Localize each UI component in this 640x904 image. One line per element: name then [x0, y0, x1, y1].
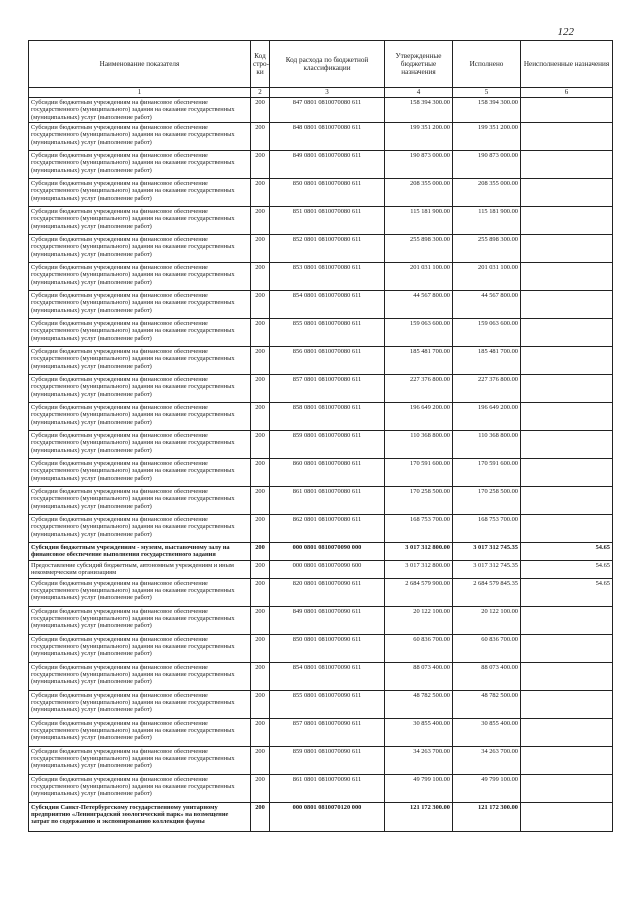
approved-amount-cell: 199 351 200.00 [385, 123, 453, 151]
classification-code-cell: 857 0801 0810070080 611 [270, 375, 385, 403]
indicator-name-cell: Предоставление субсидий бюджетным, автономным учреждениям и иным некоммерческим организациям [29, 560, 251, 578]
line-code-cell: 200 [251, 347, 270, 375]
indicator-name-cell: Субсидии бюджетным учреждениям на финансовое обеспечение государственного (муниципального) задания на оказание государственных (муниципальных) услуг (выполнение работ) [29, 746, 251, 774]
unexecuted-amount-cell [521, 319, 613, 347]
table-row [29, 543, 613, 561]
unexecuted-amount-cell [521, 375, 613, 403]
header-budget-classification-code: Код расхода по бюджетной классификации [270, 41, 385, 88]
indicator-name-cell: Субсидии бюджетным учреждениям на финансовое обеспечение государственного (муниципального) задания на оказание государственных (муниципальных) услуг (выполнение работ) [29, 291, 251, 319]
indicator-name-cell: Субсидии бюджетным учреждениям на финансовое обеспечение государственного (муниципального) задания на оказание государственных (муниципальных) услуг (выполнение работ) [29, 207, 251, 235]
classification-code-cell: 859 0801 0810070090 611 [270, 746, 385, 774]
classification-code-cell: 853 0801 0810070080 611 [270, 263, 385, 291]
executed-amount-cell: 199 351 200.00 [453, 123, 521, 151]
classification-code-cell: 861 0801 0810070090 611 [270, 774, 385, 802]
unexecuted-amount-cell [521, 515, 613, 543]
executed-amount-cell: 115 181 900.00 [453, 207, 521, 235]
executed-amount-cell: 170 591 600.00 [453, 459, 521, 487]
classification-code-cell: 858 0801 0810070080 611 [270, 403, 385, 431]
indicator-name-cell: Субсидии бюджетным учреждениям на финансовое обеспечение государственного (муниципального) задания на оказание государственных (муниципальных) услуг (выполнение работ) [29, 662, 251, 690]
unexecuted-amount-cell [521, 123, 613, 151]
table-header-row [29, 41, 613, 88]
unexecuted-amount-cell [521, 606, 613, 634]
table-row [29, 746, 613, 774]
table-row [29, 459, 613, 487]
indicator-name-cell: Субсидии бюджетным учреждениям на финансовое обеспечение государственного (муниципального) задания на оказание государственных (муниципальных) услуг (выполнение работ) [29, 403, 251, 431]
line-code-cell: 200 [251, 802, 270, 831]
unexecuted-amount-cell [521, 263, 613, 291]
unexecuted-amount-cell [521, 403, 613, 431]
classification-code-cell: 852 0801 0810070080 611 [270, 235, 385, 263]
line-code-cell: 200 [251, 543, 270, 561]
indicator-name-cell: Субсидии бюджетным учреждениям на финансовое обеспечение государственного (муниципального) задания на оказание государственных (муниципальных) услуг (выполнение работ) [29, 459, 251, 487]
indicator-name-cell: Субсидии бюджетным учреждениям - музеям, выставочному залу на финансовое обеспечение выполнения государственного задания [29, 543, 251, 561]
classification-code-cell: 849 0801 0810070080 611 [270, 151, 385, 179]
indicator-name-cell: Субсидии Санкт-Петербургскому государственному унитарному предприятию «Ленинградский зоологический парк» на возмещение затрат по содержанию и экспонированию коллекции фауны [29, 802, 251, 831]
executed-amount-cell: 170 258 500.00 [453, 487, 521, 515]
indicator-name-cell: Субсидии бюджетным учреждениям на финансовое обеспечение государственного (муниципального) задания на оказание государственных (муниципальных) услуг (выполнение работ) [29, 634, 251, 662]
approved-amount-cell: 227 376 800.00 [385, 375, 453, 403]
unexecuted-amount-cell [521, 718, 613, 746]
executed-amount-cell: 2 684 579 845.35 [453, 578, 521, 606]
line-code-cell: 200 [251, 263, 270, 291]
approved-amount-cell: 185 481 700.00 [385, 347, 453, 375]
approved-amount-cell: 190 873 000.00 [385, 151, 453, 179]
indicator-name-cell: Субсидии бюджетным учреждениям на финансовое обеспечение государственного (муниципального) задания на оказание государственных (муниципальных) услуг (выполнение работ) [29, 98, 251, 123]
table-row [29, 606, 613, 634]
table-row [29, 403, 613, 431]
header-indicator-name: Наименование показателя [29, 41, 251, 88]
line-code-cell: 200 [251, 319, 270, 347]
unexecuted-amount-cell [521, 151, 613, 179]
executed-amount-cell: 227 376 800.00 [453, 375, 521, 403]
executed-amount-cell: 20 122 100.00 [453, 606, 521, 634]
line-code-cell: 200 [251, 459, 270, 487]
executed-amount-cell: 159 063 600.00 [453, 319, 521, 347]
classification-code-cell: 850 0801 0810070090 611 [270, 634, 385, 662]
table-row [29, 263, 613, 291]
approved-amount-cell: 255 898 300.00 [385, 235, 453, 263]
executed-amount-cell: 3 017 312 745.35 [453, 560, 521, 578]
approved-amount-cell: 48 782 500.00 [385, 690, 453, 718]
classification-code-cell: 847 0801 0810070080 611 [270, 98, 385, 123]
line-code-cell: 200 [251, 235, 270, 263]
approved-amount-cell: 60 836 700.00 [385, 634, 453, 662]
classification-code-cell: 859 0801 0810070080 611 [270, 431, 385, 459]
unexecuted-amount-cell [521, 662, 613, 690]
approved-amount-cell: 44 567 800.00 [385, 291, 453, 319]
executed-amount-cell: 48 782 500.00 [453, 690, 521, 718]
line-code-cell: 200 [251, 634, 270, 662]
executed-amount-cell: 34 263 700.00 [453, 746, 521, 774]
classification-code-cell: 860 0801 0810070080 611 [270, 459, 385, 487]
line-code-cell: 200 [251, 774, 270, 802]
indicator-name-cell: Субсидии бюджетным учреждениям на финансовое обеспечение государственного (муниципального) задания на оказание государственных (муниципальных) услуг (выполнение работ) [29, 151, 251, 179]
table-row [29, 774, 613, 802]
approved-amount-cell: 158 394 300.00 [385, 98, 453, 123]
indicator-name-cell: Субсидии бюджетным учреждениям на финансовое обеспечение государственного (муниципального) задания на оказание государственных (муниципальных) услуг (выполнение работ) [29, 375, 251, 403]
column-number: 5 [453, 88, 521, 98]
classification-code-cell: 856 0801 0810070080 611 [270, 347, 385, 375]
classification-code-cell: 000 0801 0810070090 600 [270, 560, 385, 578]
classification-code-cell: 820 0801 0810070090 611 [270, 578, 385, 606]
table-row [29, 515, 613, 543]
line-code-cell: 200 [251, 179, 270, 207]
approved-amount-cell: 2 684 579 900.00 [385, 578, 453, 606]
table-row [29, 375, 613, 403]
column-number: 3 [270, 88, 385, 98]
table-row [29, 431, 613, 459]
approved-amount-cell: 159 063 600.00 [385, 319, 453, 347]
table-row [29, 347, 613, 375]
approved-amount-cell: 30 855 400.00 [385, 718, 453, 746]
indicator-name-cell: Субсидии бюджетным учреждениям на финансовое обеспечение государственного (муниципального) задания на оказание государственных (муниципальных) услуг (выполнение работ) [29, 718, 251, 746]
column-number-row [29, 88, 613, 98]
classification-code-cell: 855 0801 0810070080 611 [270, 319, 385, 347]
indicator-name-cell: Субсидии бюджетным учреждениям на финансовое обеспечение государственного (муниципального) задания на оказание государственных (муниципальных) услуг (выполнение работ) [29, 347, 251, 375]
unexecuted-amount-cell [521, 179, 613, 207]
classification-code-cell: 855 0801 0810070090 611 [270, 690, 385, 718]
unexecuted-amount-cell [521, 235, 613, 263]
indicator-name-cell: Субсидии бюджетным учреждениям на финансовое обеспечение государственного (муниципального) задания на оказание государственных (муниципальных) услуг (выполнение работ) [29, 263, 251, 291]
classification-code-cell: 849 0801 0810070090 611 [270, 606, 385, 634]
line-code-cell: 200 [251, 123, 270, 151]
unexecuted-amount-cell [521, 431, 613, 459]
approved-amount-cell: 3 017 312 800.00 [385, 560, 453, 578]
approved-amount-cell: 196 649 200.00 [385, 403, 453, 431]
indicator-name-cell: Субсидии бюджетным учреждениям на финансовое обеспечение государственного (муниципального) задания на оказание государственных (муниципальных) услуг (выполнение работ) [29, 123, 251, 151]
unexecuted-amount-cell [521, 459, 613, 487]
header-unexecuted-appropriations: Неисполненные назначения [521, 41, 613, 88]
classification-code-cell: 848 0801 0810070080 611 [270, 123, 385, 151]
line-code-cell: 200 [251, 431, 270, 459]
classification-code-cell: 857 0801 0810070090 611 [270, 718, 385, 746]
table-row [29, 291, 613, 319]
line-code-cell: 200 [251, 578, 270, 606]
page-number: 122 [557, 26, 574, 38]
executed-amount-cell: 185 481 700.00 [453, 347, 521, 375]
classification-code-cell: 862 0801 0810070080 611 [270, 515, 385, 543]
unexecuted-amount-cell [521, 746, 613, 774]
indicator-name-cell: Субсидии бюджетным учреждениям на финансовое обеспечение государственного (муниципального) задания на оказание государственных (муниципальных) услуг (выполнение работ) [29, 690, 251, 718]
table-body [29, 98, 613, 832]
unexecuted-amount-cell [521, 98, 613, 123]
classification-code-cell: 861 0801 0810070080 611 [270, 487, 385, 515]
indicator-name-cell: Субсидии бюджетным учреждениям на финансовое обеспечение государственного (муниципального) задания на оказание государственных (муниципальных) услуг (выполнение работ) [29, 179, 251, 207]
unexecuted-amount-cell: 54.65 [521, 578, 613, 606]
executed-amount-cell: 121 172 300.00 [453, 802, 521, 831]
classification-code-cell: 854 0801 0810070090 611 [270, 662, 385, 690]
table-row [29, 235, 613, 263]
indicator-name-cell: Субсидии бюджетным учреждениям на финансовое обеспечение государственного (муниципального) задания на оказание государственных (муниципальных) услуг (выполнение работ) [29, 487, 251, 515]
line-code-cell: 200 [251, 487, 270, 515]
indicator-name-cell: Субсидии бюджетным учреждениям на финансовое обеспечение государственного (муниципального) задания на оказание государственных (муниципальных) услуг (выполнение работ) [29, 515, 251, 543]
table-row [29, 718, 613, 746]
executed-amount-cell: 3 017 312 745.35 [453, 543, 521, 561]
table-row [29, 487, 613, 515]
table-row [29, 690, 613, 718]
table-row [29, 662, 613, 690]
unexecuted-amount-cell [521, 690, 613, 718]
classification-code-cell: 000 0801 0810070090 000 [270, 543, 385, 561]
approved-amount-cell: 208 355 000.00 [385, 179, 453, 207]
header-executed: Исполнено [453, 41, 521, 88]
indicator-name-cell: Субсидии бюджетным учреждениям на финансовое обеспечение государственного (муниципального) задания на оказание государственных (муниципальных) услуг (выполнение работ) [29, 235, 251, 263]
executed-amount-cell: 110 368 800.00 [453, 431, 521, 459]
line-code-cell: 200 [251, 718, 270, 746]
column-number: 1 [29, 88, 251, 98]
indicator-name-cell: Субсидии бюджетным учреждениям на финансовое обеспечение государственного (муниципального) задания на оказание государственных (муниципальных) услуг (выполнение работ) [29, 774, 251, 802]
unexecuted-amount-cell [521, 487, 613, 515]
table-row [29, 560, 613, 578]
executed-amount-cell: 201 031 100.00 [453, 263, 521, 291]
executed-amount-cell: 49 799 100.00 [453, 774, 521, 802]
executed-amount-cell: 255 898 300.00 [453, 235, 521, 263]
table-row [29, 179, 613, 207]
unexecuted-amount-cell [521, 347, 613, 375]
line-code-cell: 200 [251, 98, 270, 123]
unexecuted-amount-cell [521, 207, 613, 235]
column-number: 6 [521, 88, 613, 98]
table-row [29, 151, 613, 179]
unexecuted-amount-cell [521, 774, 613, 802]
executed-amount-cell: 196 649 200.00 [453, 403, 521, 431]
classification-code-cell: 000 0801 0810070120 000 [270, 802, 385, 831]
line-code-cell: 200 [251, 606, 270, 634]
line-code-cell: 200 [251, 746, 270, 774]
budget-execution-table [28, 40, 613, 832]
classification-code-cell: 854 0801 0810070080 611 [270, 291, 385, 319]
indicator-name-cell: Субсидии бюджетным учреждениям на финансовое обеспечение государственного (муниципального) задания на оказание государственных (муниципальных) услуг (выполнение работ) [29, 606, 251, 634]
table-row [29, 207, 613, 235]
approved-amount-cell: 49 799 100.00 [385, 774, 453, 802]
approved-amount-cell: 201 031 100.00 [385, 263, 453, 291]
line-code-cell: 200 [251, 151, 270, 179]
line-code-cell: 200 [251, 207, 270, 235]
approved-amount-cell: 110 368 800.00 [385, 431, 453, 459]
indicator-name-cell: Субсидии бюджетным учреждениям на финансовое обеспечение государственного (муниципального) задания на оказание государственных (муниципальных) услуг (выполнение работ) [29, 578, 251, 606]
column-number: 2 [251, 88, 270, 98]
line-code-cell: 200 [251, 375, 270, 403]
line-code-cell: 200 [251, 662, 270, 690]
executed-amount-cell: 190 873 000.00 [453, 151, 521, 179]
line-code-cell: 200 [251, 690, 270, 718]
unexecuted-amount-cell [521, 802, 613, 831]
executed-amount-cell: 44 567 800.00 [453, 291, 521, 319]
unexecuted-amount-cell: 54.65 [521, 543, 613, 561]
table-row [29, 319, 613, 347]
classification-code-cell: 851 0801 0810070080 611 [270, 207, 385, 235]
table-row [29, 123, 613, 151]
classification-code-cell: 850 0801 0810070080 611 [270, 179, 385, 207]
executed-amount-cell: 158 394 300.00 [453, 98, 521, 123]
approved-amount-cell: 88 073 400.00 [385, 662, 453, 690]
approved-amount-cell: 170 258 500.00 [385, 487, 453, 515]
line-code-cell: 200 [251, 291, 270, 319]
table-row [29, 98, 613, 123]
table-row [29, 578, 613, 606]
executed-amount-cell: 60 836 700.00 [453, 634, 521, 662]
line-code-cell: 200 [251, 515, 270, 543]
approved-amount-cell: 115 181 900.00 [385, 207, 453, 235]
approved-amount-cell: 168 753 700.00 [385, 515, 453, 543]
header-approved-appropriations: Утвержденные бюджетные назначения [385, 41, 453, 88]
executed-amount-cell: 88 073 400.00 [453, 662, 521, 690]
unexecuted-amount-cell: 54.65 [521, 560, 613, 578]
approved-amount-cell: 3 017 312 800.00 [385, 543, 453, 561]
indicator-name-cell: Субсидии бюджетным учреждениям на финансовое обеспечение государственного (муниципального) задания на оказание государственных (муниципальных) услуг (выполнение работ) [29, 431, 251, 459]
column-number: 4 [385, 88, 453, 98]
executed-amount-cell: 168 753 700.00 [453, 515, 521, 543]
indicator-name-cell: Субсидии бюджетным учреждениям на финансовое обеспечение государственного (муниципального) задания на оказание государственных (муниципальных) услуг (выполнение работ) [29, 319, 251, 347]
executed-amount-cell: 208 355 000.00 [453, 179, 521, 207]
unexecuted-amount-cell [521, 291, 613, 319]
approved-amount-cell: 170 591 600.00 [385, 459, 453, 487]
unexecuted-amount-cell [521, 634, 613, 662]
table-row [29, 634, 613, 662]
header-line-code: Код стро-ки [251, 41, 270, 88]
table-row [29, 802, 613, 831]
approved-amount-cell: 34 263 700.00 [385, 746, 453, 774]
executed-amount-cell: 30 855 400.00 [453, 718, 521, 746]
approved-amount-cell: 20 122 100.00 [385, 606, 453, 634]
line-code-cell: 200 [251, 403, 270, 431]
approved-amount-cell: 121 172 300.00 [385, 802, 453, 831]
line-code-cell: 200 [251, 560, 270, 578]
